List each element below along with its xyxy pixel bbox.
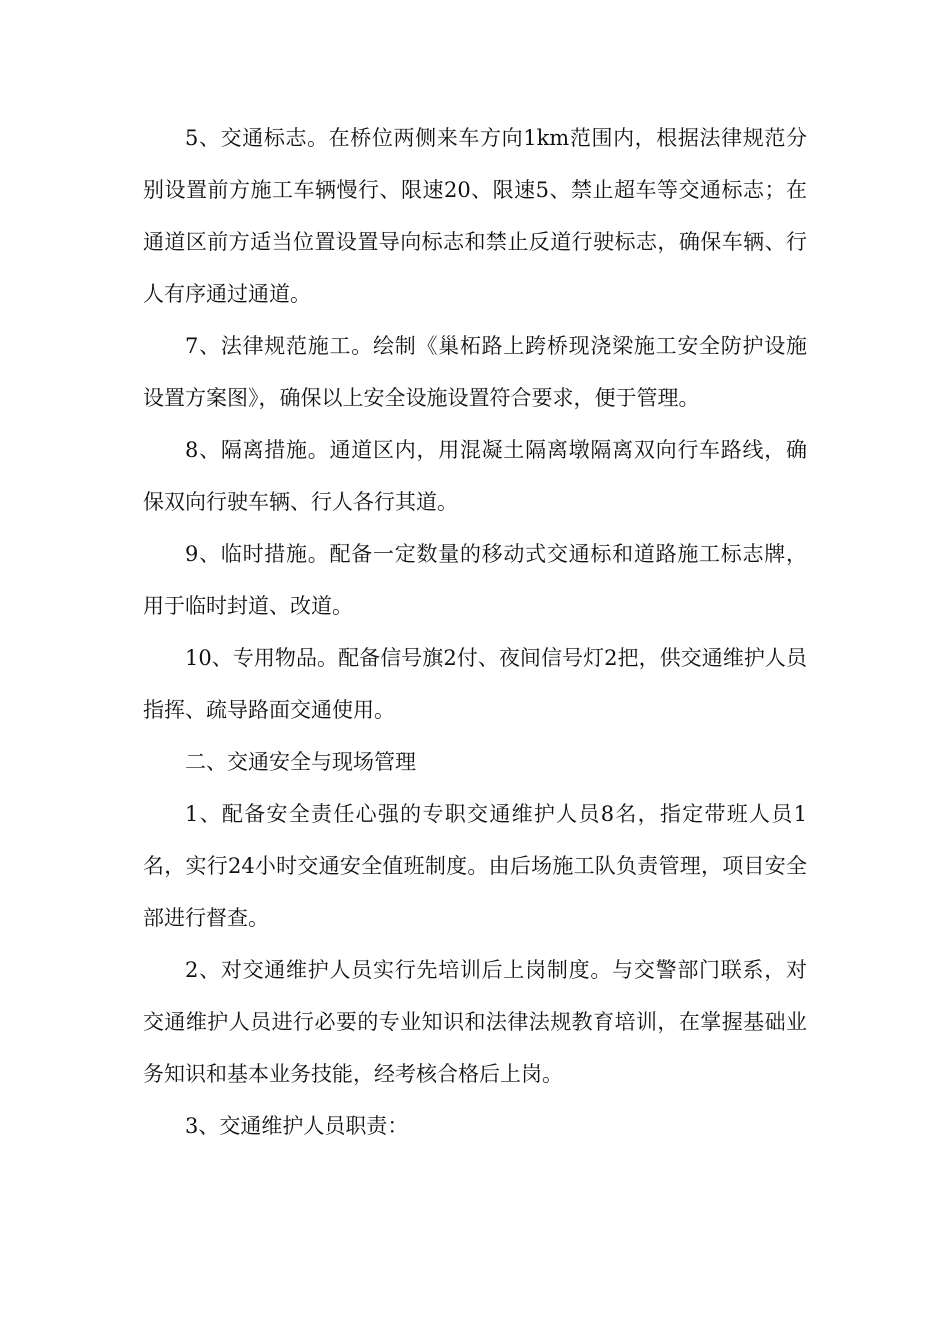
- document-body: [143, 112, 807, 1152]
- paragraph-regulated-construction: 7、法律规范施工。绘制《巢柘路上跨桥现浇梁施工安全防护设施设置方案图》，确保以上安全设施设置符合要求，便于管理。: [143, 334, 807, 410]
- paragraph-temporary-measures: 9、临时措施。配备一定数量的移动式交通标和道路施工标志牌，用于临时封道、改道。: [143, 542, 807, 618]
- paragraph-duties: 3、交通维护人员职责：: [185, 1114, 409, 1138]
- paragraph-isolation-measures: 8、隔离措施。通道区内，用混凝土隔离墩隔离双向行车路线，确保双向行驶车辆、行人各行其道。: [143, 438, 807, 514]
- paragraph-traffic-signs: 5、交通标志。在桥位两侧来车方向1km范围内，根据法律规范分别设置前方施工车辆慢行、限速20、限速5、禁止超车等交通标志；在通道区前方适当位置设置导向标志和禁止反道行驶标志，确保车辆、行人有序通过通道。: [143, 126, 807, 306]
- paragraph-staffing: 1、配备安全责任心强的专职交通维护人员8名，指定带班人员1名，实行24小时交通安全值班制度。由后场施工队负责管理，项目安全部进行督查。: [143, 802, 807, 930]
- paragraph-special-items: 10、专用物品。配备信号旗2付、夜间信号灯2把，供交通维护人员指挥、疏导路面交通使用。: [143, 646, 807, 722]
- section-heading-traffic-safety: 二、交通安全与现场管理: [185, 750, 416, 774]
- paragraph-training: 2、对交通维护人员实行先培训后上岗制度。与交警部门联系，对交通维护人员进行必要的专业知识和法律法规教育培训，在掌握基础业务知识和基本业务技能，经考核合格后上岗。: [143, 958, 807, 1086]
